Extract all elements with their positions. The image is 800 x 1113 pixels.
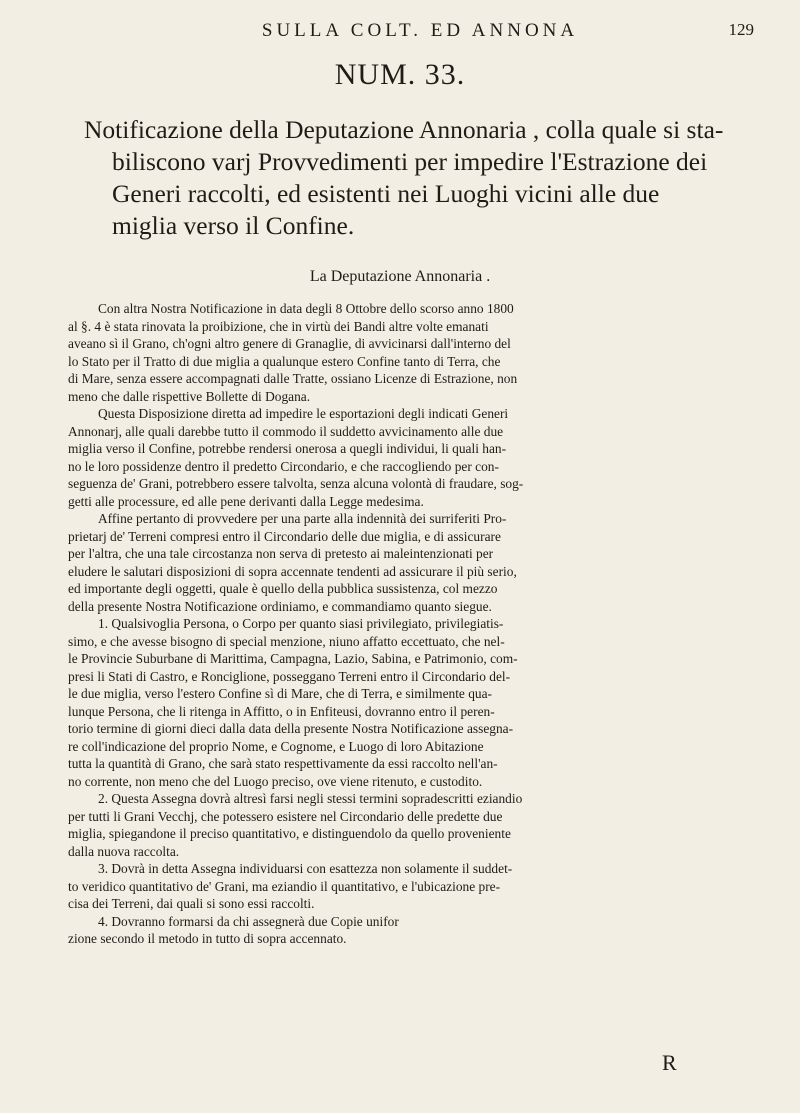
notice-number: NUM. 33.: [334, 58, 466, 91]
body-line: ed importante degli oggetti, quale è quello della pubblica sussistenza, col mezzo: [68, 581, 498, 596]
body-line: seguenza de' Grani, potrebbero essere talvolta, senza alcuna volontà di fraudare, sog-: [68, 476, 524, 491]
body-line: 3. Dovrà in detta Assegna individuarsi con esattezza non solamente il suddet-: [98, 861, 513, 876]
title-line: biliscono varj Provvedimenti per impedire l'Estrazione dei: [112, 147, 708, 176]
issuer-line: La Deputazione Annonaria .: [309, 268, 491, 285]
notice-title: [84, 114, 764, 242]
body-line: Con altra Nostra Notificazione in data degli 8 Ottobre dello scorso anno 1800: [98, 301, 514, 316]
title-line: miglia verso il Confine.: [112, 211, 355, 240]
body-line: 1. Qualsivoglia Persona, o Corpo per quanto siasi privilegiato, privilegiatis-: [98, 616, 504, 631]
body-line: al §. 4 è stata rinovata la proibizione, che in virtù dei Bandi altre volte emanati: [68, 318, 489, 334]
body-line: Questa Disposizione diretta ad impedire le esportazioni degli indicati Generi: [98, 406, 509, 421]
body-line: meno che dalle rispettive Bollette di Dogana.: [68, 388, 311, 404]
body-line: presi li Stati di Castro, e Ronciglione, posseggano Terreni entro il Circondario del-: [68, 668, 511, 684]
page-number: 129: [728, 20, 754, 39]
body-line: per l'altra, che una tale circostanza non serva di pretesto ai maleintenzionati per: [68, 546, 494, 561]
body-line: lo Stato per il Tratto di due miglia a qualunque estero Confine tanto di Terra, che: [68, 353, 501, 369]
body-line: le Provincie Suburbane di Marittima, Campagna, Lazio, Sabina, e Patrimonio, com-: [68, 651, 518, 666]
body-line: miglia, spiegandone il preciso quantitativo, e distinguendolo da quello proveniente: [68, 826, 511, 841]
body-line: aveano sì il Grano, ch'ogni altro genere di Granaglie, di avvicinarsi dall'interno del: [68, 336, 511, 351]
body-line: cisa dei Terreni, dai quali si sono essi raccolti.: [68, 896, 315, 911]
body-line: lunque Persona, che li ritenga in Affitto, o in Enfiteusi, dovranno entro il peren-: [68, 703, 495, 719]
body-line: dalla nuova raccolta.: [68, 843, 180, 859]
title-line: Notificazione della Deputazione Annonaria , colla quale si sta-: [84, 115, 724, 144]
body-line: zione secondo il metodo in tutto di sopra accennato.: [68, 931, 347, 946]
body-line: prietarj de' Terreni compresi entro il Circondario delle due miglia, e di assicurare: [68, 528, 501, 544]
notice-body: [68, 300, 758, 948]
body-line: di Mare, senza essere accompagnati dalle Tratte, ossiano Licenze di Estrazione, non: [68, 371, 518, 386]
body-line: no le loro possidenze dentro il predetto Circondario, e che raccogliendo per con-: [68, 458, 499, 474]
body-line: 4. Dovranno formarsi da chi assegnerà due Copie unifor: [98, 913, 399, 929]
body-line: le due miglia, verso l'estero Confine sì di Mare, che di Terra, e similmente qua-: [68, 686, 493, 701]
body-line: eludere le salutari disposizioni di sopra accennate tendenti ad assicurare il più serio,: [68, 563, 517, 579]
body-line: torio termine di giorni dieci dalla data della presente Nostra Notificazione assegna-: [68, 721, 514, 736]
title-line: Generi raccolti, ed esistenti nei Luoghi vicini alle due: [112, 179, 660, 208]
body-line: simo, e che avesse bisogno di special menzione, niuno affatto eccettuato, che nel-: [68, 633, 505, 649]
body-line: re coll'indicazione del proprio Nome, e Cognome, e Luogo di loro Abitazione: [68, 738, 484, 754]
running-head: SULLA COLT. ED ANNONA: [261, 20, 579, 41]
catchword: R: [662, 1050, 677, 1075]
body-line: Annonarj, alle quali darebbe tutto il commodo il suddetto avvicinamento alle due: [68, 423, 504, 439]
body-line: della presente Nostra Notificazione ordiniamo, e commandiamo quanto siegue.: [68, 598, 492, 614]
body-line: miglia verso il Confine, potrebbe rendersi onerosa a quegli individui, li quali han-: [68, 441, 507, 456]
body-line: 2. Questa Assegna dovrà altresì farsi negli stessi termini sopradescritti eziandio: [98, 791, 523, 806]
body-line: no corrente, non meno che del Luogo preciso, ove viene ritenuto, e custodito.: [68, 773, 483, 789]
body-line: getti alle processure, ed alle pene derivanti dalla Legge medesima.: [68, 493, 424, 509]
body-line: to veridico quantitativo de' Grani, ma eziandio il quantitativo, e l'ubicazione pre-: [68, 878, 501, 894]
body-line: per tutti li Grani Vecchj, che potessero esistere nel Circondario delle predette due: [68, 808, 503, 824]
body-line: Affine pertanto di provvedere per una parte alla indennità dei surriferiti Pro-: [98, 511, 507, 526]
body-line: tutta la quantità di Grano, che sarà stato respettivamente da essi raccolto nell'an-: [68, 756, 498, 771]
